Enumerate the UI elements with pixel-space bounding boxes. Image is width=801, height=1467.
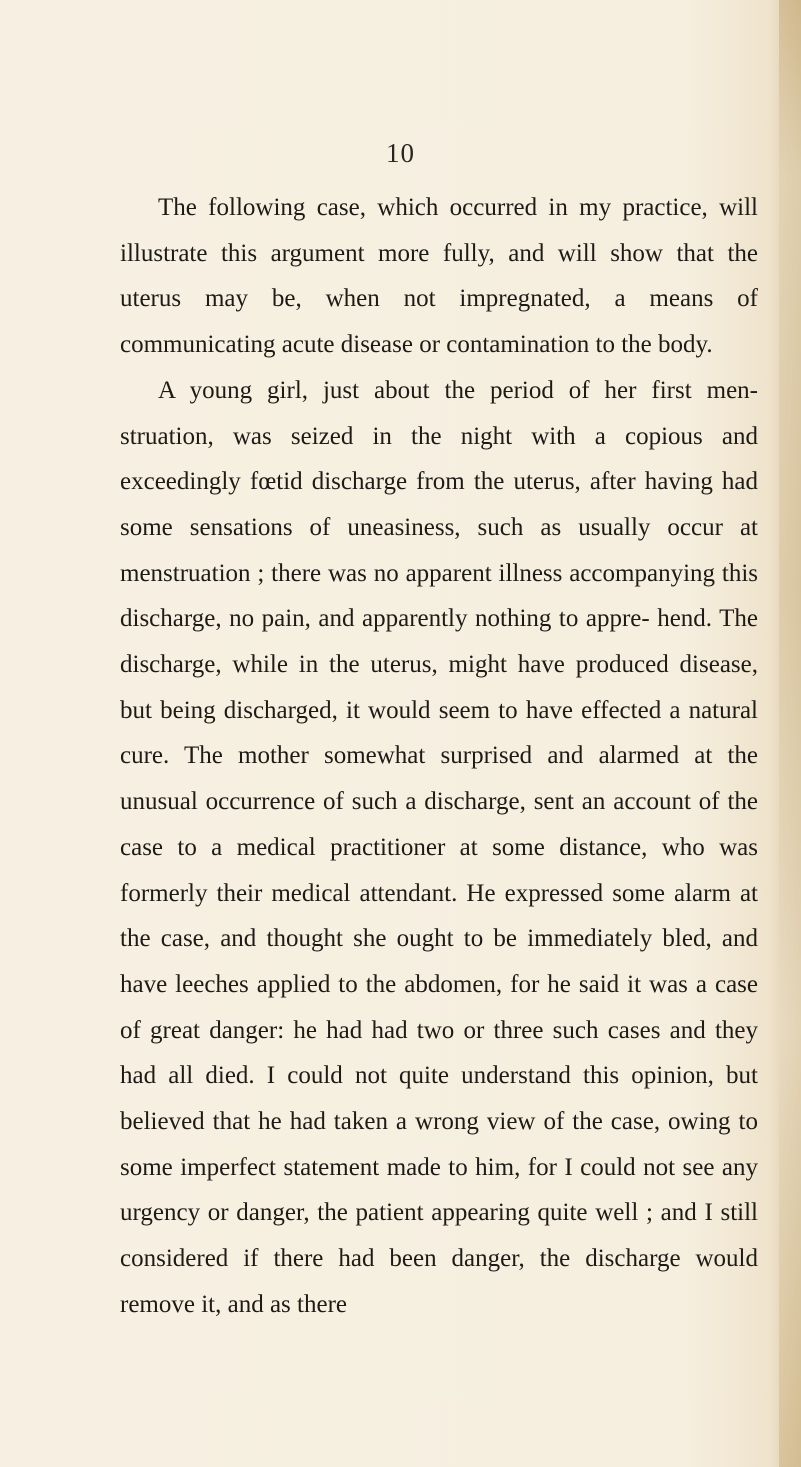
page-number: 10 [386, 138, 415, 168]
body-text [120, 185, 758, 1328]
paragraph-2: A young girl, just about the period of her first men- struation, was seized in the night with a copious and exceedingly fœtid discharge from the uterus, after having had some sensations of uneasiness, such as usually occur at menstruation ; there was no apparent illness accompanying this discharge, no pain, and apparently nothing to appre- hend. The discharge, while in the uterus, might have produced disease, but being discharged, it would seem to have effected a natural cure. The mother somewhat surprised and alarmed at the unusual occurrence of such a discharge, sent an account of the case to a medical practitioner at some distance, who was formerly their medical attendant. He expressed some alarm at the case, and thought she ought to be immediately bled, and have leeches applied to the abdomen, for he said it was a case of great danger: he had had two or three such cases and they had all died. I could not quite understand this opinion, but believed that he had taken a wrong view of the case, owing to some imperfect statement made to him, for I could not see any urgency or danger, the patient appearing quite well ; and I still considered if there had been danger, the discharge would remove it, and as there [120, 376, 758, 1318]
paragraph-1: The following case, which occurred in my practice, will illustrate this argument more fully, and will show that the uterus may be, when not impregnated, a means of communicating acute disease or contamination to the body. [120, 194, 758, 359]
page-edge-stain [779, 0, 801, 1467]
